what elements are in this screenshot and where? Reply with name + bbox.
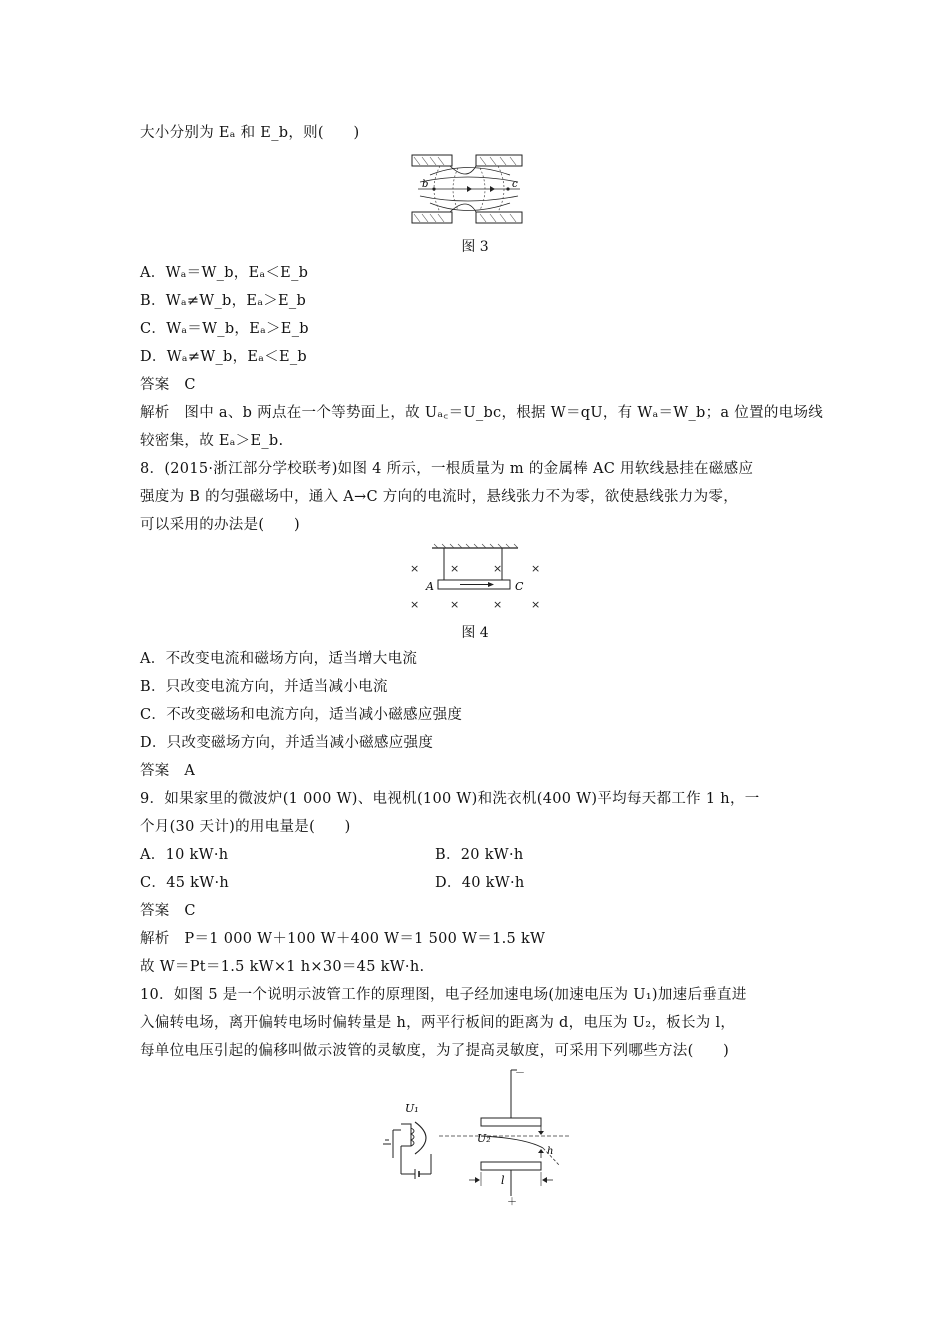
figure-3-field-diagram — [410, 152, 525, 228]
fig4-label-c: C — [515, 580, 524, 593]
q9-stem-line1: 9．如果家里的微波炉(1 000 W)、电视机(100 W)和洗衣机(400 W)平均每天都工作 1 h，一 — [140, 791, 760, 807]
fig5-label-h: h — [547, 1146, 554, 1157]
fig3-label-c: c — [512, 179, 518, 190]
q9-option-b: B．20 kW·h — [435, 847, 524, 863]
q8-stem-line3: 可以采用的办法是( ) — [140, 517, 300, 533]
q9-explanation-line2: 故 W＝Pt＝1.5 kW×1 h×30＝45 kW·h. — [140, 959, 425, 975]
fig5-label-plus: ＋ — [507, 1197, 517, 1206]
q8-stem-line2: 强度为 B 的匀强磁场中，通入 A→C 方向的电流时，悬线张力不为零，欲使悬线张力为零， — [140, 489, 739, 505]
q9-option-d: D．40 kW·h — [435, 875, 525, 891]
q8-option-a: A．不改变电流和磁场方向，适当增大电流 — [140, 651, 418, 667]
figure-4-caption: 图 4 — [461, 625, 489, 641]
q8-option-b: B．只改变电流方向，并适当减小电流 — [140, 679, 388, 695]
q8-answer: 答案 A — [140, 763, 196, 779]
fig5-label-u1: U₁ — [405, 1102, 419, 1115]
fig3-label-b: b — [422, 179, 429, 190]
figure-5-oscilloscope-diagram — [375, 1066, 580, 1206]
q10-stem-line1: 10．如图 5 是一个说明示波管工作的原理图，电子经加速电场(加速电压为 U₁)加速后垂直进 — [140, 987, 747, 1003]
fig4-x-mark: × — [450, 562, 460, 575]
fig5-label-minus: － — [515, 1068, 525, 1079]
q10-stem-line2: 入偏转电场，离开偏转电场时偏转量是 h，两平行板间的距离为 d，电压为 U₂，板长为 l， — [140, 1015, 736, 1031]
fig4-x-mark: × — [410, 562, 420, 575]
fig4-x-mark: × — [531, 598, 541, 611]
q7-stem-tail: 大小分别为 Eₐ 和 E_b，则( ) — [140, 125, 360, 141]
q9-explanation-line1: 解析 P＝1 000 W＋100 W＋400 W＝1 500 W＝1.5 kW — [140, 931, 546, 947]
fig4-x-mark: × — [493, 598, 503, 611]
q7-option-d: D．Wₐ≠W_b，Eₐ＜E_b — [140, 349, 308, 365]
q7-option-b: B．Wₐ≠W_b，Eₐ＞E_b — [140, 293, 307, 309]
fig4-x-mark: × — [493, 562, 503, 575]
q9-answer: 答案 C — [140, 903, 196, 919]
figure-3-caption: 图 3 — [461, 239, 489, 255]
q8-option-c: C．不改变磁场和电流方向，适当减小磁感应强度 — [140, 707, 463, 723]
fig5-label-l: l — [501, 1174, 505, 1187]
fig4-label-a: A — [426, 580, 434, 593]
q9-option-c: C．45 kW·h — [140, 875, 229, 891]
q8-option-d: D．只改变磁场方向，并适当减小磁感应强度 — [140, 735, 434, 751]
q10-stem-line3: 每单位电压引起的偏移叫做示波管的灵敏度，为了提高灵敏度，可采用下列哪些方法( ) — [140, 1043, 730, 1059]
q9-option-a: A．10 kW·h — [140, 847, 229, 863]
q7-option-a: A．Wₐ＝W_b，Eₐ＜E_b — [140, 265, 309, 281]
fig5-label-u2: U₂ — [477, 1132, 491, 1145]
q7-explanation-line1: 解析 图中 a、b 两点在一个等势面上，故 Uₐ꜀＝U_bc，根据 W＝qU，有 Wₐ＝W_b；a 位置的电场线 — [140, 405, 824, 421]
figure-4-rod-diagram — [400, 542, 550, 614]
fig4-x-mark: × — [450, 598, 460, 611]
q7-answer: 答案 C — [140, 377, 196, 393]
fig4-x-mark: × — [531, 562, 541, 575]
q7-option-c: C．Wₐ＝W_b，Eₐ＞E_b — [140, 321, 309, 337]
q9-stem-line2: 个月(30 天计)的用电量是( ) — [140, 819, 351, 835]
fig4-x-mark: × — [410, 598, 420, 611]
q8-stem-line1: 8．(2015·浙江部分学校联考)如图 4 所示，一根质量为 m 的金属棒 AC 用软线悬挂在磁感应 — [140, 461, 754, 477]
q7-explanation-line2: 较密集，故 Eₐ＞E_b. — [140, 433, 284, 449]
